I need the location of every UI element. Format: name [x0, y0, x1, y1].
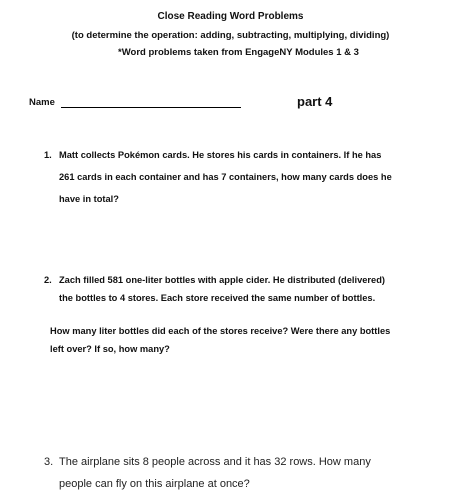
question-number: 2. [44, 275, 52, 285]
question-2-followup [50, 322, 440, 358]
question-2 [44, 271, 429, 307]
question-1 [44, 144, 424, 210]
worksheet-title: Close Reading Word Problems [157, 11, 304, 22]
part-label: part 4 [297, 94, 333, 109]
question-3 [44, 451, 434, 495]
question-number: 3. [44, 456, 54, 468]
question-3-line-1: 3. The airplane sits 8 people across and it has 32 rows. How many [44, 451, 434, 473]
question-2-line-2: the bottles to 4 stores. Each store received the same number of bottles. [59, 293, 376, 303]
question-1-line-2: 261 cards in each container and has 7 containers, how many cards does he [59, 172, 392, 182]
question-2-followup-line-2: left over? If so, how many? [50, 344, 170, 354]
question-3-line-2: people can fly on this airplane at once? [59, 478, 250, 490]
question-number: 1. [44, 150, 52, 160]
name-blank-line[interactable] [61, 107, 241, 108]
worksheet-subtitle: (to determine the operation: adding, subtracting, multiplying, dividing) [71, 30, 390, 41]
source-note: *Word problems taken from EngageNY Modules 1 & 3 [118, 47, 359, 58]
question-1-line-3: have in total? [59, 194, 119, 204]
question-2-line-1: 2. Zach filled 581 one-liter bottles with apple cider. He distributed (delivered) [44, 271, 429, 289]
question-1-line-1: 1. Matt collects Pokémon cards. He stores his cards in containers. If he has [44, 144, 424, 166]
name-label: Name [29, 97, 55, 108]
question-2-followup-line-1: How many liter bottles did each of the stores receive? Were there any bottles [50, 326, 391, 336]
